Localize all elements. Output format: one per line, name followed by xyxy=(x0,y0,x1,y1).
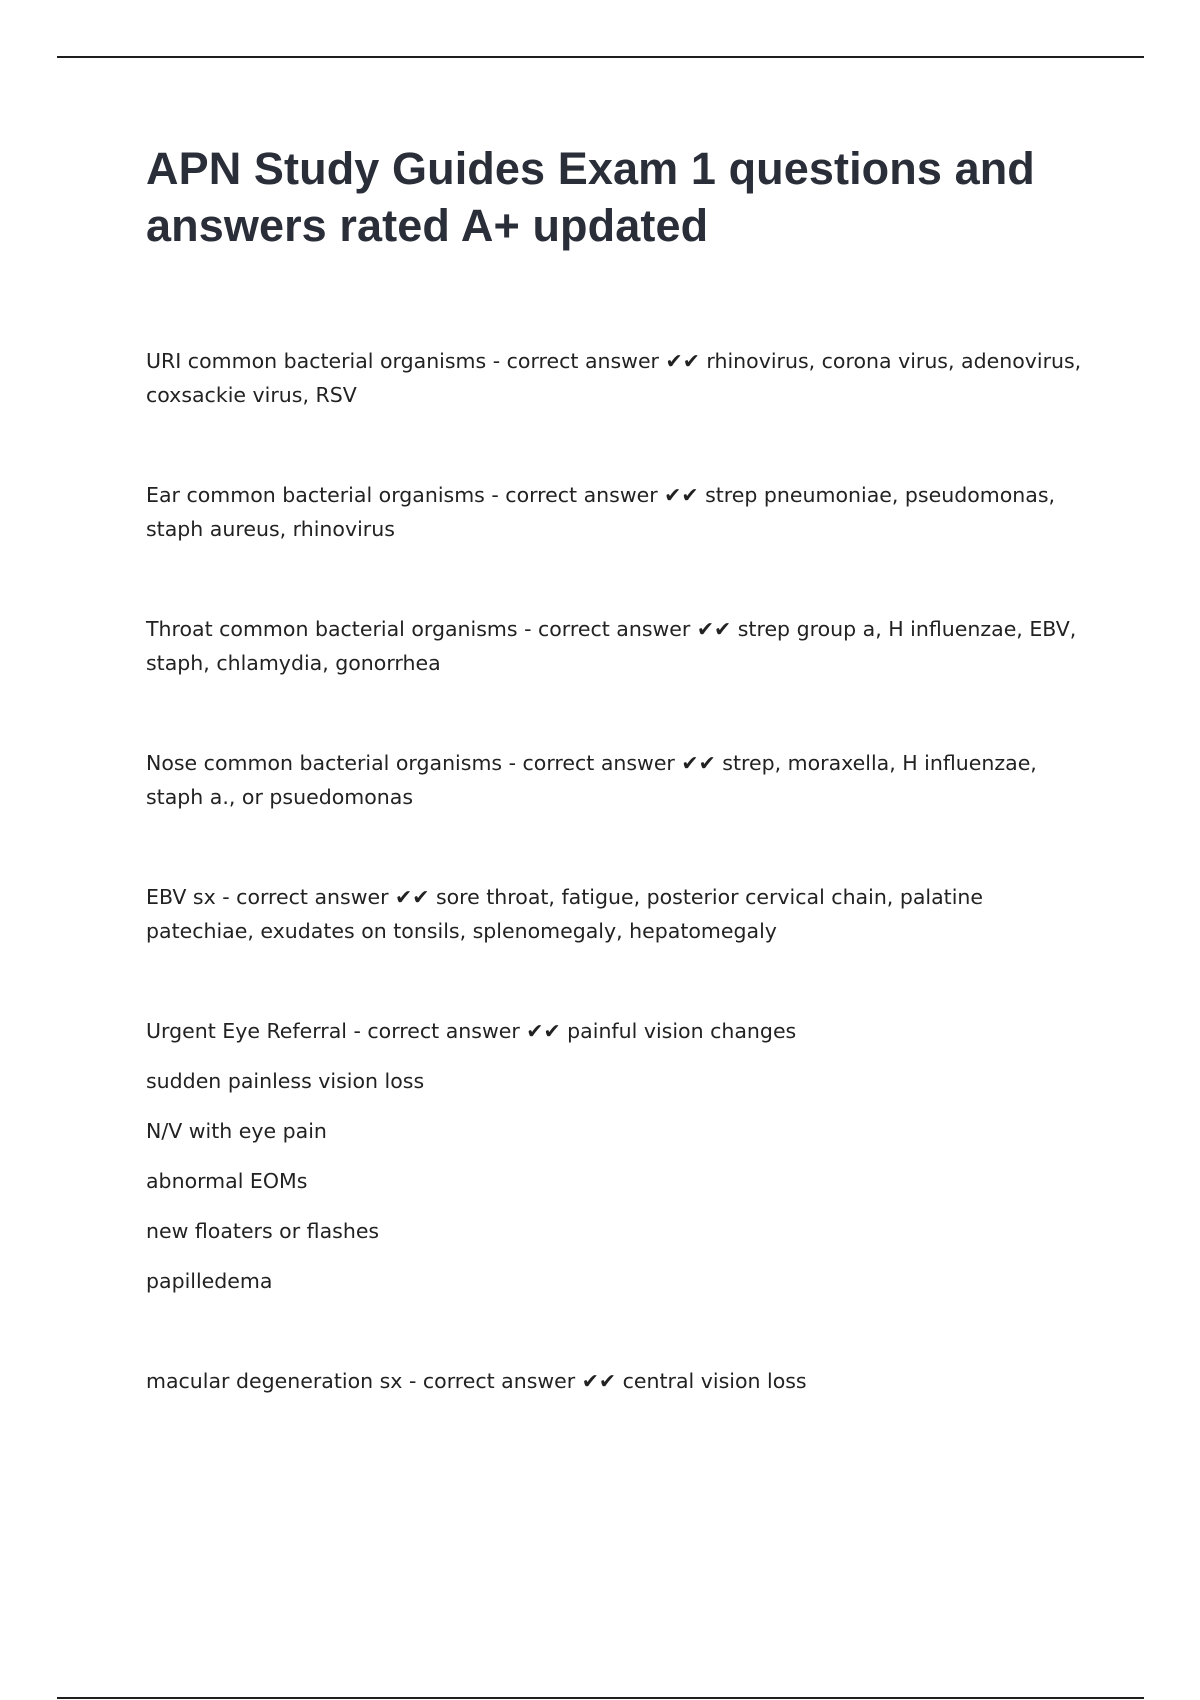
checkmark-icon: ✔✔ xyxy=(665,349,700,373)
qa-entry xyxy=(146,478,1096,546)
question-text: Throat common bacterial organisms xyxy=(146,617,518,641)
answer-line: papilledema xyxy=(146,1269,273,1293)
answer-text: painful vision changes xyxy=(567,1019,797,1043)
answer-separator: - correct answer xyxy=(484,483,665,507)
qa-entry xyxy=(146,344,1096,412)
answer-line: sudden painless vision loss xyxy=(146,1069,425,1093)
checkmark-icon: ✔✔ xyxy=(696,617,732,641)
checkmark-icon: ✔✔ xyxy=(664,483,699,507)
answer-line: new floaters or flashes xyxy=(146,1219,380,1243)
bottom-rule xyxy=(57,1697,1144,1699)
question-text: EBV sx xyxy=(146,885,216,909)
answer-separator: - correct answer xyxy=(402,1369,582,1393)
answer-text: rhinovirus, corona virus, adenovirus, coxsackie virus, RSV xyxy=(146,349,1082,407)
qa-entry xyxy=(146,746,1096,814)
answer-separator: - correct answer xyxy=(517,617,697,641)
checkmark-icon: ✔✔ xyxy=(526,1019,561,1043)
qa-entry xyxy=(146,612,1096,680)
answer-text: central vision loss xyxy=(622,1369,807,1393)
top-rule xyxy=(57,56,1144,58)
question-text: Urgent Eye Referral xyxy=(146,1019,347,1043)
answer-text: strep group a, H influenzae, EBV, staph, chlamydia, gonorrhea xyxy=(146,617,1077,675)
question-text: URI common bacterial organisms xyxy=(146,349,487,373)
answer-separator: - correct answer xyxy=(486,349,666,373)
answer-line: abnormal EOMs xyxy=(146,1169,308,1193)
checkmark-icon: ✔✔ xyxy=(395,885,430,909)
question-text: Nose common bacterial organisms xyxy=(146,751,503,775)
answer-separator: - correct answer xyxy=(502,751,682,775)
question-text: Ear common bacterial organisms xyxy=(146,483,485,507)
qa-entry xyxy=(146,1364,1096,1398)
answer-separator: - correct answer xyxy=(346,1019,527,1043)
checkmark-icon: ✔✔ xyxy=(681,751,716,775)
answer-text: sore throat, fatigue, posterior cervical chain, palatine patechiae, exudates on tonsils, splenomegaly, hepatomegaly xyxy=(146,885,984,943)
qa-entry xyxy=(146,1014,1096,1048)
document-body xyxy=(146,140,1096,1464)
qa-list xyxy=(146,344,1096,1398)
answer-separator: - correct answer xyxy=(215,885,396,909)
checkmark-icon: ✔✔ xyxy=(581,1369,617,1393)
answer-text: strep, moraxella, H influenzae, staph a., or psuedomonas xyxy=(146,751,1037,809)
question-text: macular degeneration sx xyxy=(146,1369,403,1393)
answer-text: strep pneumoniae, pseudomonas, staph aureus, rhinovirus xyxy=(146,483,1056,541)
qa-entry-with-list xyxy=(146,1014,1096,1298)
qa-entry xyxy=(146,880,1096,948)
document-title: APN Study Guides Exam 1 questions and answers rated A+ updated xyxy=(146,143,1035,251)
answer-line: N/V with eye pain xyxy=(146,1119,327,1143)
